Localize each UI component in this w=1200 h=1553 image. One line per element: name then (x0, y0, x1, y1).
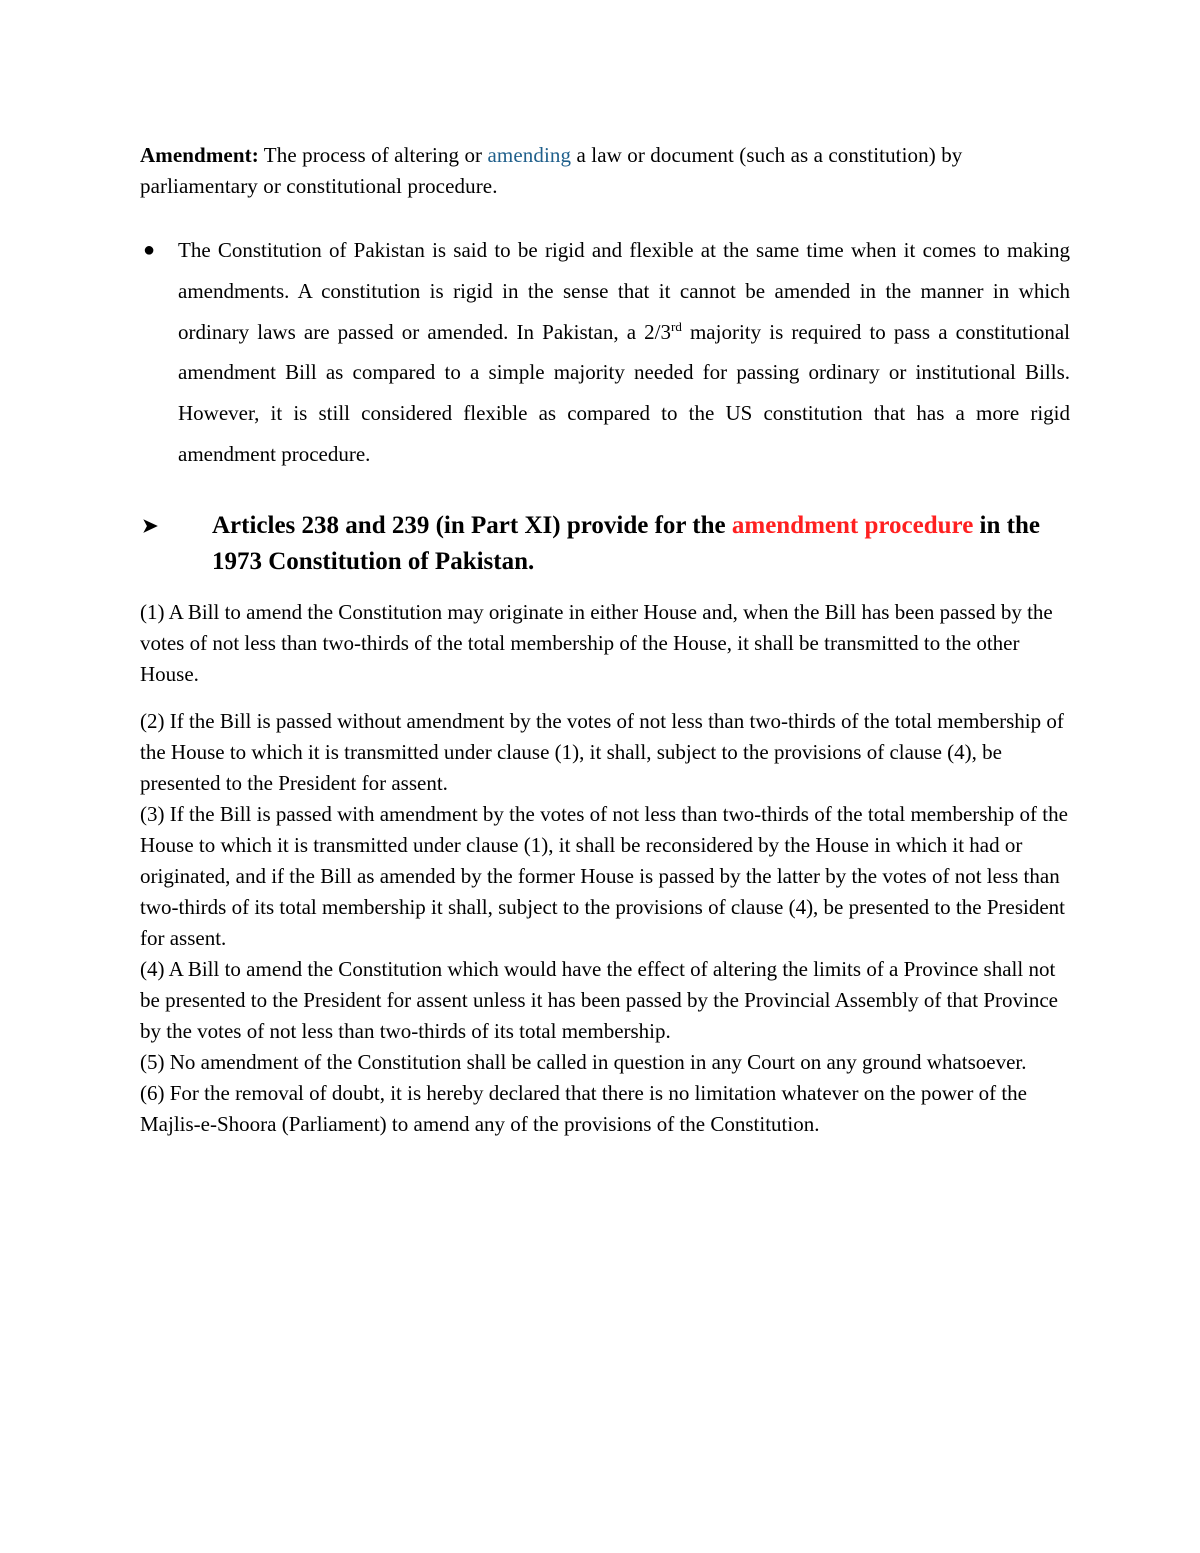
arrow-bullet-icon: ➤ (142, 515, 158, 537)
heading-highlight: amendment procedure (731, 511, 974, 539)
definition-link[interactable]: amending (487, 143, 572, 167)
section-heading (140, 508, 1070, 580)
definition-term: Amendment: (140, 143, 259, 167)
definition-text-start: The process of altering or (258, 143, 488, 167)
clause-6: (6) For the removal of doubt, it is hereby declared that there is no limitation whatever on the power of the Majlis-e-Shoora (Parliament) to amend any of the provisions of the Constitution. (140, 1080, 1027, 1136)
bullet-text-start: The Constitution of Pakistan is said to be rigid and flexible at the same time when it comes to making amendments. A constitution is rigid in the sense that it cannot be amended in the manner in which ordinary laws are passed or amended. In Pakistan, a 2/3 (178, 238, 1070, 344)
bullet-paragraph (140, 230, 1070, 475)
definition-paragraph (140, 140, 1070, 202)
document-page (140, 140, 1070, 1140)
clause-3: (3) If the Bill is passed with amendment by the votes of not less than two-thirds of the total membership of the House to which it is transmitted under clause (1), it shall be reconsidered by the House in which it had or originated, and if the Bill as amended by the former House is passed by the latter by the votes of not less than two-thirds of its total membership it shall, subject to the provisions of clause (4), be presented to the President for assent. (140, 801, 1068, 950)
bullet-superscript: rd (671, 318, 682, 334)
clause-5: (5) No amendment of the Constitution shall be called in question in any Court on any ground whatsoever. (140, 1049, 1027, 1074)
heading-text-start: Articles 238 and 239 (in Part XI) provide for the (212, 511, 732, 539)
clause-4: (4) A Bill to amend the Constitution which would have the effect of altering the limits of a Province shall not be presented to the President for assent unless it has been passed by the Provincial Assembly of that Province by the votes of not less than two-thirds of its total membership. (140, 956, 1058, 1043)
clause-2: (2) If the Bill is passed without amendment by the votes of not less than two-thirds of the total membership of the House to which it is transmitted under clause (1), it shall, subject to the provisions of clause (4), be presented to the President for assent. (140, 708, 1064, 795)
bullet-dot-icon: ● (143, 239, 156, 261)
definition-text-end: a law or document (such as a constitution) by parliamentary or constitutional procedure. (140, 143, 963, 198)
bullet-text-end: majority is required to pass a constitutional amendment Bill as compared to a simple majority needed for passing ordinary or institutional Bills. However, it is still considered flexible as compared to the US constitution that has a more rigid amendment procedure. (178, 319, 1070, 466)
clause-1: (1) A Bill to amend the Constitution may originate in either House and, when the Bill has been passed by the votes of not less than two-thirds of the total membership of the House, it shall be transmitted to the other House. (140, 599, 1053, 686)
heading-text-end: in the 1973 Constitution of Pakistan. (212, 511, 1040, 575)
